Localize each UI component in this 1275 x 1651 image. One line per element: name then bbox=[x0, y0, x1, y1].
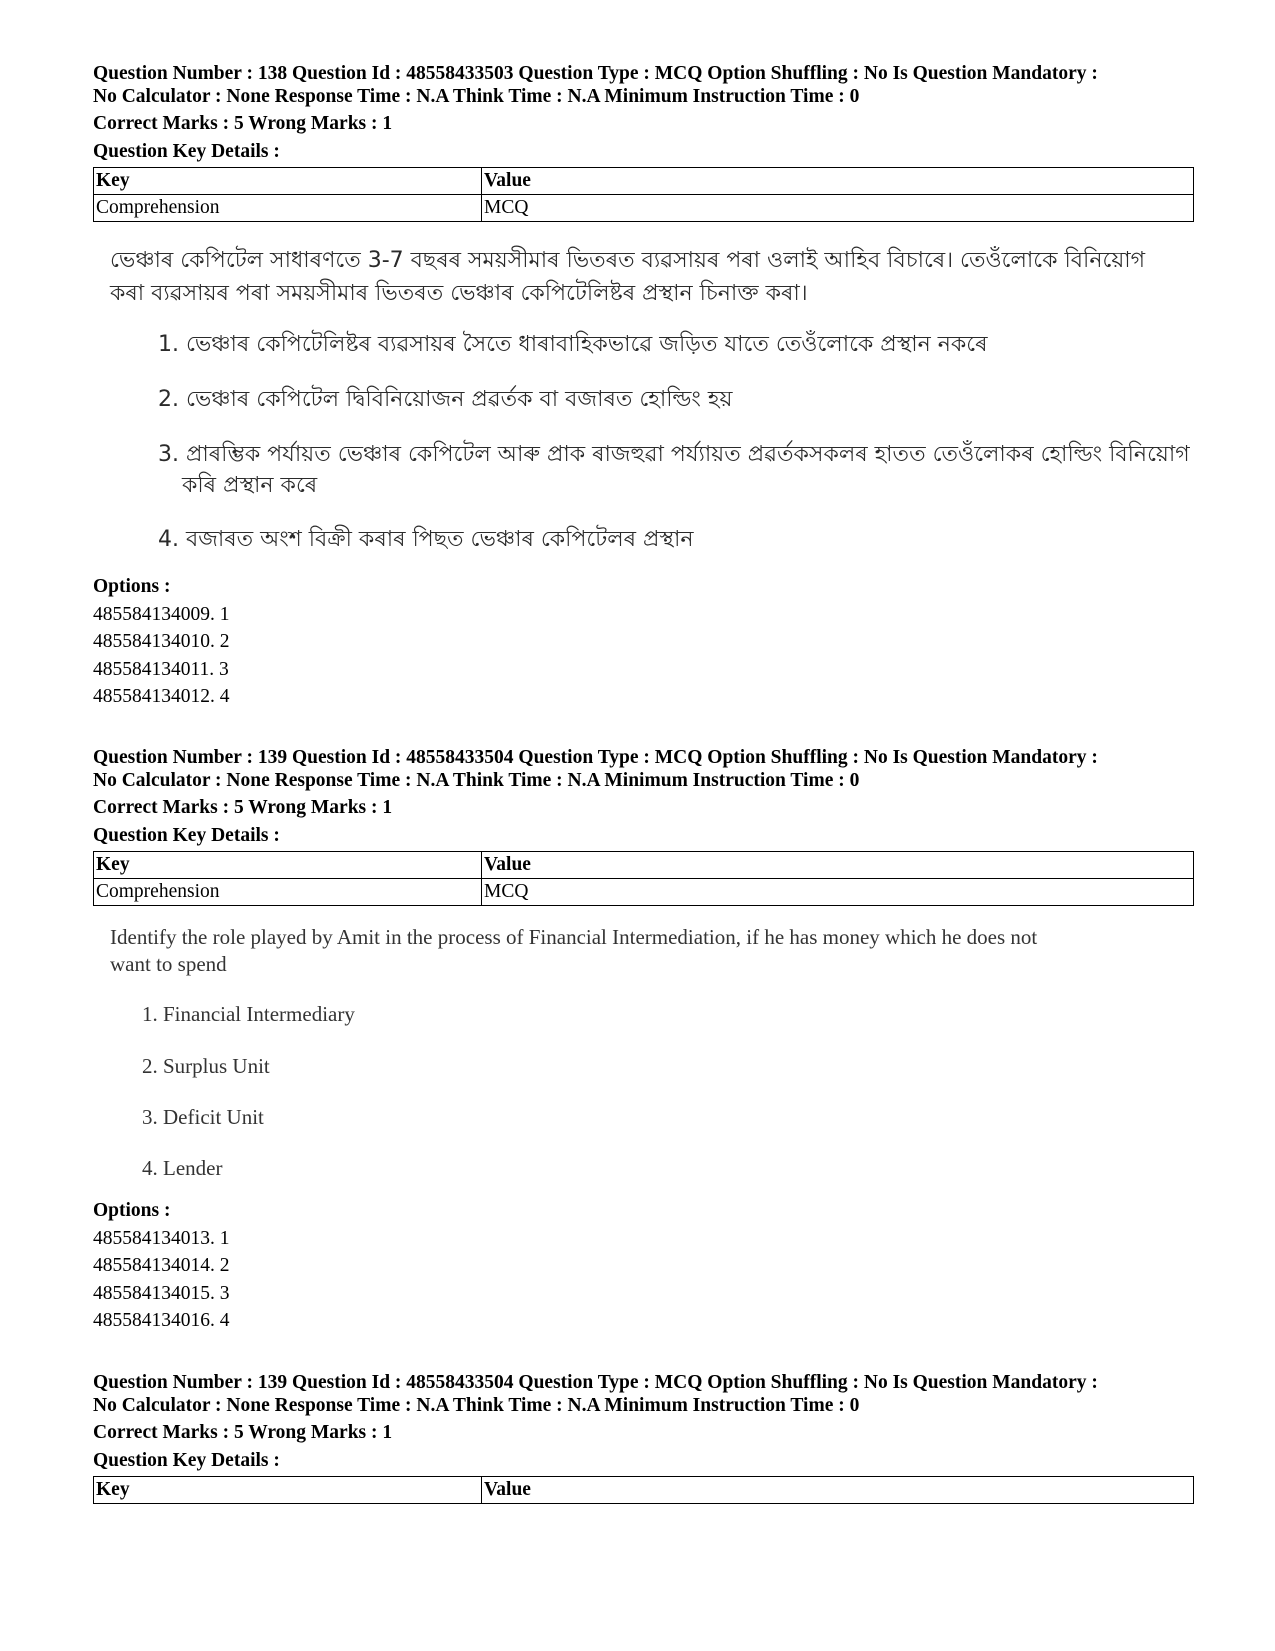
table-header-cell: Key bbox=[94, 852, 482, 879]
options-label: Options : bbox=[93, 576, 171, 597]
key-details-label: Question Key Details : bbox=[93, 825, 280, 846]
question-block bbox=[93, 1371, 1193, 1500]
table-cell: MCQ bbox=[482, 879, 1194, 906]
table-header-cell: Key bbox=[94, 168, 482, 195]
choice-item: 4. Lender bbox=[142, 1156, 223, 1180]
question-stem: ভেঞ্চাৰ কেপিটেল সাধাৰণতে 3-7 বছৰৰ সময়সীমাৰ ভিতৰত ব্যৱসায়ৰ পৰা ওলাই আহিব বিচাৰে। তেওঁলোকে বিনিয়োগ কৰা ব্যৱসায়ৰ পৰা সময়সীমাৰ ভিতৰত ভেঞ্চাৰ কেপিটেলিষ্টৰ প্ৰস্থান চিনাক্ত কৰা। bbox=[110, 248, 1146, 306]
option-row: 485584134009. 1 bbox=[93, 604, 230, 625]
table-header-cell: Value bbox=[482, 1477, 1194, 1504]
table-cell: Comprehension bbox=[94, 195, 482, 222]
key-value-table bbox=[93, 167, 1194, 222]
table-header-row bbox=[94, 168, 1194, 195]
option-row: 485584134016. 4 bbox=[93, 1310, 230, 1331]
choice-item: 2. Surplus Unit bbox=[142, 1054, 270, 1078]
table-header-cell: Value bbox=[482, 168, 1194, 195]
question-content bbox=[110, 924, 1150, 1194]
key-value-table bbox=[93, 851, 1194, 906]
question-stem-line-2: want to spend bbox=[110, 952, 227, 976]
question-meta-line-1: Question Number : 138 Question Id : 48558433503 Question Type : MCQ Option Shuffling : No Is Question Mandatory : bbox=[93, 63, 1098, 84]
choice-item: 4. বজাৰত অংশ বিক্ৰী কৰাৰ পিছত ভেঞ্চাৰ কেপিটেলৰ প্ৰস্থান bbox=[158, 527, 694, 552]
question-meta-line-1: Question Number : 139 Question Id : 48558433504 Question Type : MCQ Option Shuffling : No Is Question Mandatory : bbox=[93, 747, 1098, 768]
option-row: 485584134012. 4 bbox=[93, 686, 230, 707]
question-stem-line-1: Identify the role played by Amit in the process of Financial Intermediation, if he has money which he does not bbox=[110, 925, 1038, 949]
marks-line: Correct Marks : 5 Wrong Marks : 1 bbox=[93, 113, 393, 134]
option-row: 485584134014. 2 bbox=[93, 1255, 230, 1276]
option-row: 485584134015. 3 bbox=[93, 1283, 230, 1304]
choice-item: 3. প্ৰাৰম্ভিক পৰ্যায়ত ভেঞ্চাৰ কেপিটেল আৰু প্ৰাক ৰাজহুৱা পৰ্য্যায়ত প্ৰৱৰ্তকসকলৰ হাতত তেওঁলোকৰ হোল্ডিং বিনিয়োগ কৰি প্ৰস্থান কৰে bbox=[158, 442, 1190, 498]
marks-line: Correct Marks : 5 Wrong Marks : 1 bbox=[93, 1422, 393, 1443]
option-row: 485584134013. 1 bbox=[93, 1228, 230, 1249]
option-row: 485584134010. 2 bbox=[93, 631, 230, 652]
table-cell: MCQ bbox=[482, 195, 1194, 222]
question-block bbox=[93, 62, 1193, 707]
question-meta-line-2: No Calculator : None Response Time : N.A Think Time : N.A Minimum Instruction Time : 0 bbox=[93, 1395, 860, 1416]
table-row bbox=[94, 879, 1194, 906]
choice-item: 2. ভেঞ্চাৰ কেপিটেল দ্বিবিনিয়োজন প্ৰৱৰ্তক বা বজাৰত হোল্ডিং হয় bbox=[158, 387, 733, 412]
key-details-label: Question Key Details : bbox=[93, 1450, 280, 1471]
choice-item: 1. ভেঞ্চাৰ কেপিটেলিষ্টৰ ব্যৱসায়ৰ সৈতে ধাৰাবাহিকভাৱে জড়িত যাতে তেওঁলোকে প্ৰস্থান নকৰে bbox=[158, 332, 988, 357]
choice-item: 3. Deficit Unit bbox=[142, 1105, 264, 1129]
question-block bbox=[93, 746, 1193, 1331]
question-meta-line-2: No Calculator : None Response Time : N.A Think Time : N.A Minimum Instruction Time : 0 bbox=[93, 86, 860, 107]
key-value-table bbox=[93, 1476, 1194, 1504]
key-details-label: Question Key Details : bbox=[93, 141, 280, 162]
table-header-row bbox=[94, 1477, 1194, 1504]
choice-item: 1. Financial Intermediary bbox=[142, 1002, 355, 1026]
question-meta-line-1: Question Number : 139 Question Id : 48558433504 Question Type : MCQ Option Shuffling : No Is Question Mandatory : bbox=[93, 1372, 1098, 1393]
table-row bbox=[94, 195, 1194, 222]
table-header-cell: Key bbox=[94, 1477, 482, 1504]
table-header-row bbox=[94, 852, 1194, 879]
marks-line: Correct Marks : 5 Wrong Marks : 1 bbox=[93, 797, 393, 818]
option-row: 485584134011. 3 bbox=[93, 659, 229, 680]
options-label: Options : bbox=[93, 1200, 171, 1221]
table-header-cell: Value bbox=[482, 852, 1194, 879]
question-meta-line-2: No Calculator : None Response Time : N.A Think Time : N.A Minimum Instruction Time : 0 bbox=[93, 770, 860, 791]
question-content bbox=[110, 244, 1190, 564]
table-cell: Comprehension bbox=[94, 879, 482, 906]
